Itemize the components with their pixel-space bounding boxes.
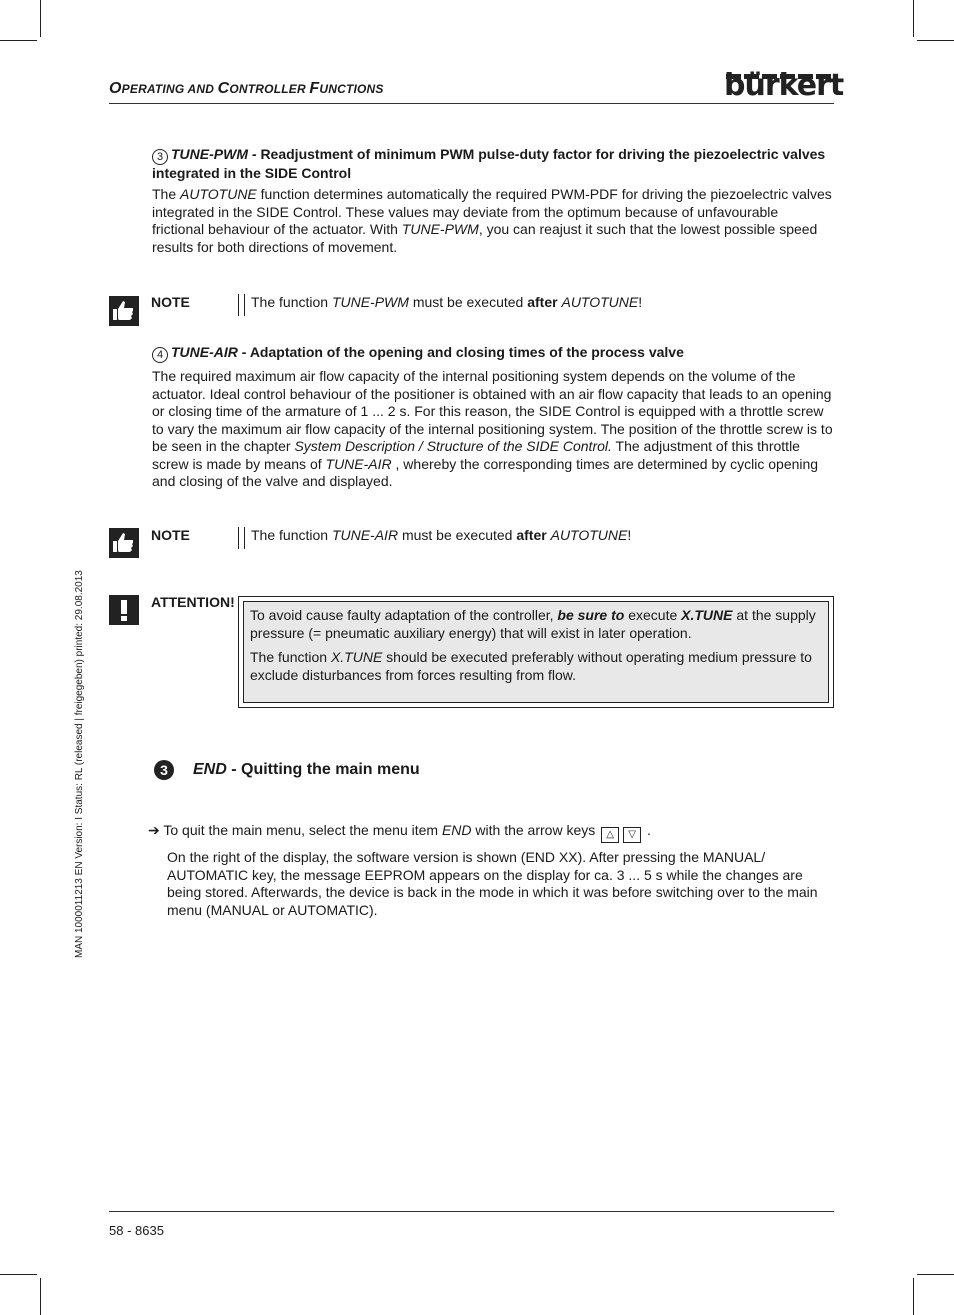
note-bar [238,294,245,316]
attention-label: ATTENTION! [151,594,235,610]
end-paragraph: On the right of the display, the software version is shown (END XX). After pressing the MANUAL/ AUTOMATIC key, the message EEPROM appears on the display for ca. 3 ... 5 s while the changes are being stored. Afterwards, the device is back in the mode in which it was before switching over to the main menu (MANUAL or AUTOMATIC). [167,849,818,918]
tune-pwm-heading: 3 TUNE-PWM - Readjustment of minimum PWM pulse-duty factor for driving the piezoelectric valves integrated in the SIDE Control [152,146,826,181]
brand-logo: bürkert [724,68,844,103]
attention-text-2: The function X.TUNE should be executed preferably without operating medium pressure to exclude disturbances from forces resulting from flow. [250,649,812,683]
warning-exclamation-icon [109,595,139,625]
note-bar [238,527,245,549]
crop-mark [40,1278,41,1315]
crop-mark [913,0,914,37]
note-text: The function TUNE-AIR must be executed after AUTOTUNE! [251,527,632,543]
crop-mark [913,1278,914,1315]
tune-pwm-paragraph: The AUTOTUNE function determines automatically the required PWM-PDF for driving the piezoelectric valves integrated in the SIDE Control. These values may deviate from the optimum because of unfavourable frictional behaviour of the actuator. With TUNE-PWM, you can reajust it such that the lowest possible speed results for both directions of movement. [152,186,832,255]
section-number-badge: 3 [154,760,174,780]
page-header-title: OPERATING AND CONTROLLER FUNCTIONS [109,80,384,97]
arrow-right-icon: ➔ [148,822,160,838]
tune-air-heading: 4 TUNE-AIR - Adaptation of the opening and closing times of the process valve [152,344,834,363]
attention-text-1: To avoid cause faulty adaptation of the controller, be sure to execute X.TUNE at the supply pressure (= pneumatic auxiliary energy) that will exist in later operation. [250,607,816,641]
crop-mark [0,1274,37,1275]
crop-mark [917,40,954,41]
end-step: ➔ To quit the main menu, select the menu item END with the arrow keys △ ▽ . [148,822,834,843]
thumbs-up-icon [109,528,139,558]
crop-mark [917,1274,954,1275]
crop-mark [40,0,41,37]
arrow-down-key-icon: ▽ [623,827,641,843]
arrow-up-key-icon: △ [601,827,619,843]
item-number-badge: 3 [152,149,168,165]
document-meta-side-text: MAN 1000011213 EN Version: I Status: RL (released | freigegeben) printed: 29.08.2013 [74,570,85,958]
note-text: The function TUNE-PWM must be executed after AUTOTUNE! [251,294,643,310]
attention-box [243,601,829,703]
page-number: 58 - 8635 [109,1223,164,1238]
note-label: NOTE [151,294,190,310]
end-heading: END - Quitting the main menu [193,761,420,778]
tune-air-paragraph: The required maximum air flow capacity of the internal positioning system depends on the volume of the actuator. Ideal control behaviour of the positioner is obtained with an air flow capacity that leads to an opening or closing time of the armature of 1 ... 2 s. For this reason, the SIDE Control is equipped with a throttle screw to vary the maximum air flow capacity of the internal positioning system. The position of the throttle screw is to be seen in the chapter System Description / Structure of the SIDE Control. The adjustment of this throttle screw is made by means of TUNE-AIR , whereby the corresponding times are determined by cyclic opening and closing of the valve and displayed. [152,368,833,489]
thumbs-up-icon [109,296,139,326]
item-number-badge: 4 [152,347,168,363]
note-label: NOTE [151,527,190,543]
header-rule [109,103,834,104]
footer-rule [109,1211,834,1212]
crop-mark [0,40,37,41]
